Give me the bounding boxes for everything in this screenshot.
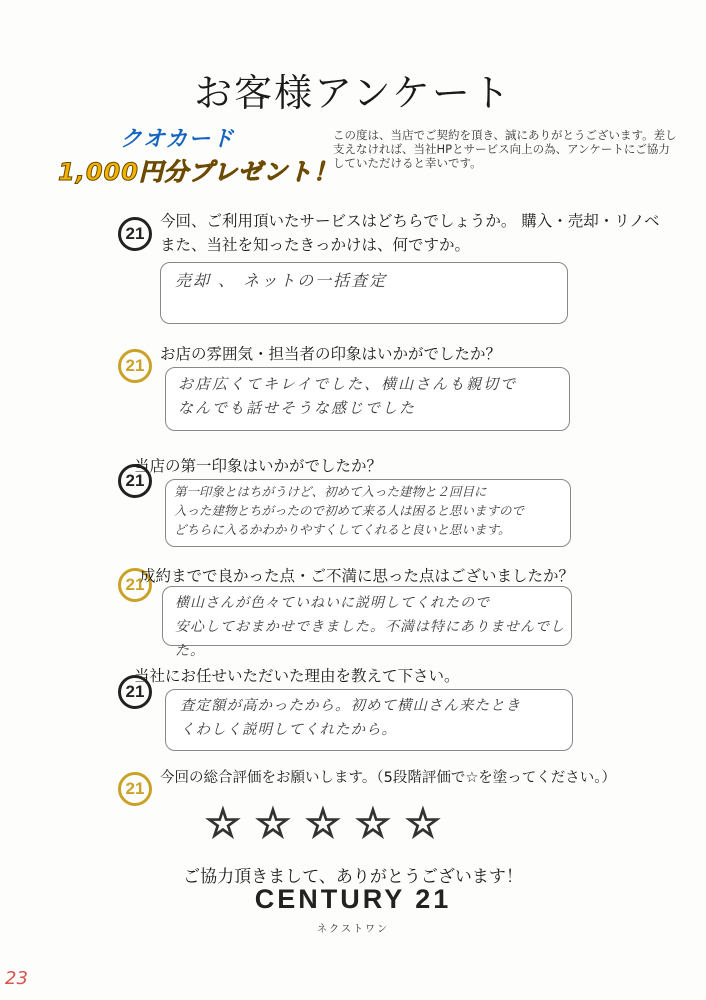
rating-star-icon[interactable]: ☆ xyxy=(405,801,441,847)
answer-box-3 xyxy=(165,479,571,547)
promo-present-label: 1,000円分プレゼント！ xyxy=(58,158,338,186)
century21-logo-icon: 21 xyxy=(118,568,152,602)
question-2: お店の雰囲気・担当者の印象はいかがでしたか？ xyxy=(160,345,502,363)
intro-text: この度は、当店でご契約を頂き、誠にありがとうございます。差し支えなければ、当社HPとサービス向上の為、アンケートにご協力していただけると幸いです。 xyxy=(333,128,677,170)
rating-star-icon[interactable]: ☆ xyxy=(305,801,341,847)
page-title: お客様アンケート xyxy=(194,71,512,115)
question-5: 当社にお任せいただいた理由を教えて下さい。 xyxy=(134,667,460,685)
century21-logo-icon: 21 xyxy=(118,349,152,383)
answer-3-line2: 入った建物とちがったので初めて来る人は困ると思いますので xyxy=(174,503,525,518)
answer-box-2 xyxy=(165,367,570,431)
answer-3-line3: どちらに入るかわかりやすくしてくれると良いと思います。 xyxy=(174,522,511,537)
page-number: 23 xyxy=(5,968,28,989)
answer-box-5 xyxy=(165,689,573,751)
question-1-line2: また、当社を知ったきっかけは、何ですか。 xyxy=(160,236,471,254)
answer-5-line1: 査定額が高かったから。初めて横山さん来たとき xyxy=(180,698,521,714)
question-6: 今回の総合評価をお願いします。（5段階評価で☆を塗ってください。） xyxy=(160,770,617,786)
century21-logo-icon: 21 xyxy=(118,772,152,806)
century21-logo-icon: 21 xyxy=(118,675,152,709)
answer-box-1 xyxy=(160,262,568,324)
brand-subtitle: ネクストワン xyxy=(317,924,389,935)
answer-4-line2: 安心しておまかせできました。不満は特にありませんでした。 xyxy=(175,619,565,659)
promo-card-label: クオカード xyxy=(120,127,235,152)
rating-star-icon[interactable]: ☆ xyxy=(355,801,391,847)
thanks-text: ご協力頂きまして、ありがとうございます！ xyxy=(183,867,523,887)
rating-stars xyxy=(205,801,455,848)
question-3: 当店の第一印象はいかがでしたか？ xyxy=(134,457,383,475)
answer-2-line1: お店広くてキレイでした、横山さんも親切で xyxy=(178,375,518,393)
rating-star-icon[interactable]: ☆ xyxy=(205,801,241,847)
century21-logo-icon: 21 xyxy=(118,217,152,251)
answer-2-line2: なんでも話せそうな感じでした xyxy=(178,399,417,417)
answer-5-line2: くわしく説明してくれたから。 xyxy=(180,722,397,738)
answer-box-4 xyxy=(162,586,572,659)
brand-logo: CENTURY 21 xyxy=(254,884,452,914)
answer-3-line1: 第一印象とはちがうけど、初めて入った建物と２回目に xyxy=(174,484,487,499)
question-1: 今回、ご利用頂いたサービスはどちらでしょうか。 購入・売却・リノベ xyxy=(160,212,660,230)
answer-1-line1: 売却 、 ネットの一括査定 xyxy=(175,271,388,290)
rating-star-icon[interactable]: ☆ xyxy=(255,801,291,847)
answer-4-line1: 横山さんが色々ていねいに説明してくれたので xyxy=(175,595,490,611)
question-4: 成約までで良かった点・ご不満に思った点はございましたか？ xyxy=(140,567,575,585)
century21-logo-icon: 21 xyxy=(118,464,152,498)
